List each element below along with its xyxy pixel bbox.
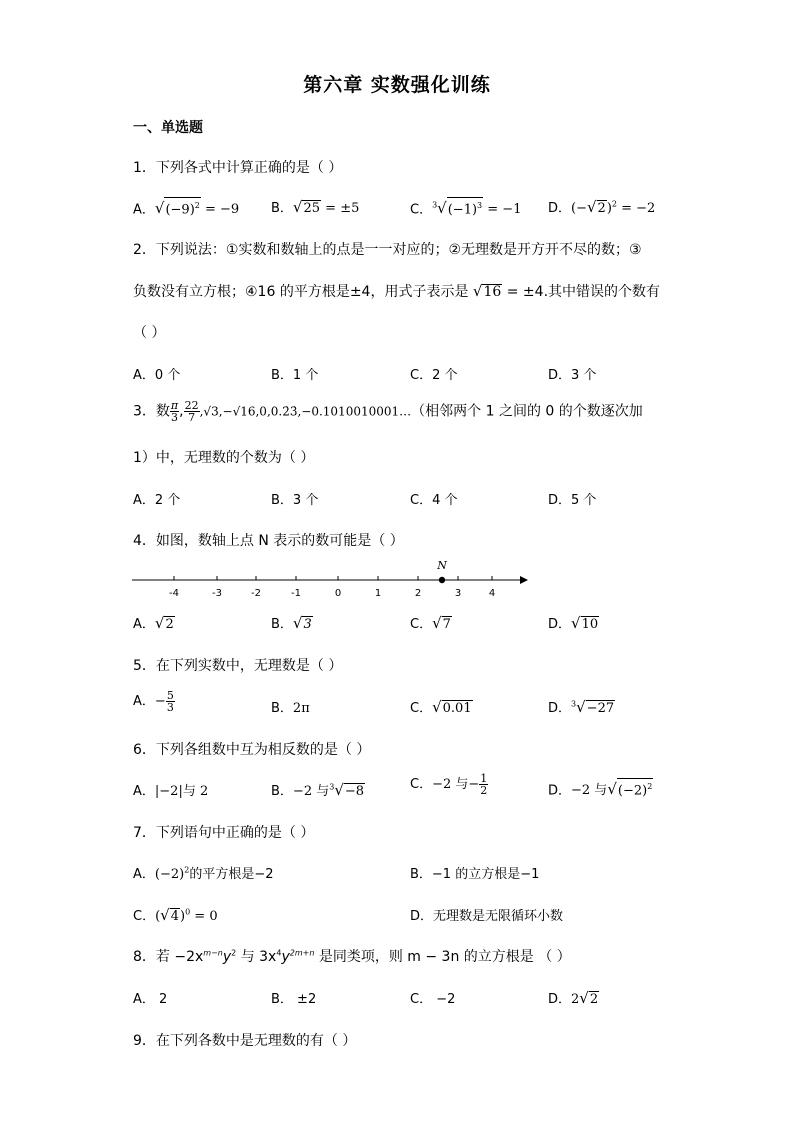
q6-option-b: B．−2 与$^3$√−8 xyxy=(271,781,365,799)
question-8-stem: 8．若 $-2x^{m-n}y^2$ 与 $3x^4y^{2m+n}$ 是同类项，则 m − 3n 的立方根是 （ ） xyxy=(133,948,571,965)
number-line-arrow xyxy=(520,576,528,584)
tick-label: 4 xyxy=(488,588,496,599)
q3-option-d: D．5 个 xyxy=(548,493,597,508)
q8-option-c: C． −2 xyxy=(410,992,456,1007)
page-title: 第六章 实数强化训练 xyxy=(303,74,491,96)
q7-option-b: B．−1 的立方根是−1 xyxy=(410,867,540,882)
tick-label: -2 xyxy=(251,588,261,599)
q6-option-c: C．−2 与− $\frac{1}{2}$ xyxy=(410,772,488,797)
question-3-line-1: 3．数 $\frac{\pi}{3}$ , $\frac{22}{7}$ ,√3,−√16,0,0.2̇3̇,−0.1010010001…（相邻两个 1 之间的 0 的个数逐次加 xyxy=(133,399,643,424)
q4-option-a: A．√2 xyxy=(133,614,174,632)
q1-option-b: B．√25 = ±5 xyxy=(271,198,360,216)
q4-option-c: C．√7 xyxy=(410,614,451,632)
question-2-line-1: 2．下列说法：①实数和数轴上的点是一一对应的；②无理数是开方开不尽的数；③ xyxy=(133,242,642,258)
q8-option-b: B． ±2 xyxy=(271,992,317,1007)
q6-option-a: A．|−2|与 2 xyxy=(133,784,209,799)
q8-option-a: A． 2 xyxy=(133,992,168,1007)
q7-option-a: A．$(-2)^2$的平方根是−2 xyxy=(133,865,274,882)
q6-option-d: D．−2 与$√(-2)^2$ xyxy=(548,778,653,798)
number-line-figure xyxy=(128,556,538,602)
q7-option-c: C．$(√4)^0 = 0$ xyxy=(133,906,218,924)
question-3-line-2: 1）中，无理数的个数为（ ） xyxy=(133,450,315,466)
tick-label: -4 xyxy=(169,588,179,599)
q5-option-c: C．√0.01 xyxy=(410,698,472,716)
q1-option-a: A．$√(-9)^2 = -9$ xyxy=(133,197,239,217)
q2-option-d: D．3 个 xyxy=(548,368,597,383)
q3-option-c: C．4 个 xyxy=(410,493,458,508)
q5-option-b: B．2π xyxy=(271,701,310,716)
q5-option-d: D．$^3$√−27 xyxy=(548,698,615,716)
q3-option-b: B．3 个 xyxy=(271,493,319,508)
q1-option-c: C．$^3√(-1)^3 = -1$ xyxy=(410,197,521,217)
q8-option-d: D．2√2 xyxy=(548,989,599,1007)
question-2-line-2: 负数没有立方根；④16 的平方根是±4，用式子表示是 √16 = ±4.其中错误的个数有 xyxy=(133,282,661,300)
point-n-label: N xyxy=(437,559,447,572)
tick-label: 3 xyxy=(454,588,462,599)
q7-option-d: D．无理数是无限循环小数 xyxy=(410,909,564,924)
point-n xyxy=(439,577,445,583)
tick-label: -3 xyxy=(212,588,222,599)
question-4-stem: 4．如图，数轴上点 N 表示的数可能是（ ） xyxy=(133,533,404,549)
q2-option-b: B．1 个 xyxy=(271,368,319,383)
q3-option-a: A．2 个 xyxy=(133,493,181,508)
tick-label: 0 xyxy=(334,588,342,599)
question-6-stem: 6．下列各组数中互为相反数的是（ ） xyxy=(133,742,371,758)
section-heading: 一、单选题 xyxy=(133,120,203,136)
q4-option-d: D．√10 xyxy=(548,614,599,632)
tick-label: -1 xyxy=(291,588,301,599)
q1-option-d: D．$(-√2)^2 = -2$ xyxy=(548,198,656,216)
q2-option-c: C．2 个 xyxy=(410,368,458,383)
question-2-line-3: （ ） xyxy=(133,325,166,341)
q4-option-b: B．√3 xyxy=(271,614,312,632)
question-5-stem: 5．在下列实数中，无理数是（ ） xyxy=(133,658,343,674)
question-7-stem: 7．下列语句中正确的是（ ） xyxy=(133,825,315,841)
q2-option-a: A．0 个 xyxy=(133,368,181,383)
question-9-stem: 9．在下列各数中是无理数的有（ ） xyxy=(133,1033,357,1049)
tick-label: 2 xyxy=(414,588,422,599)
question-1-stem: 1．下列各式中计算正确的是（ ） xyxy=(133,160,343,176)
tick-label: 1 xyxy=(374,588,382,599)
q5-option-a: A．− $\frac{5}{3}$ xyxy=(133,689,174,714)
